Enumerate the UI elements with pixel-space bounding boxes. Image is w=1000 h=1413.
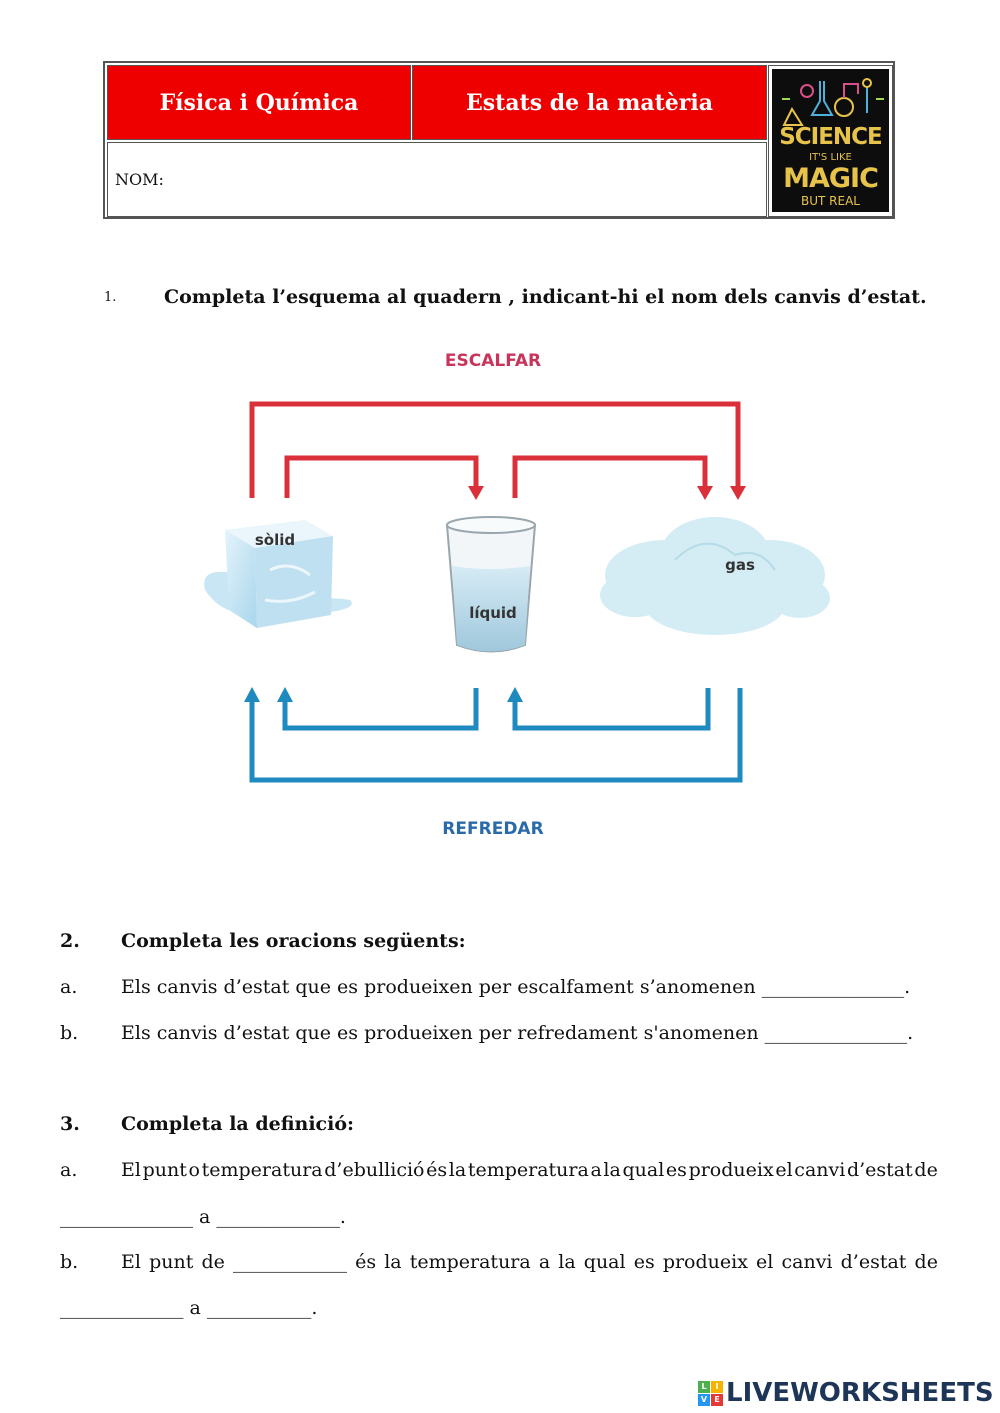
heat-label: ESCALFAR <box>444 351 542 371</box>
question-1-number: 1. <box>104 290 117 305</box>
arrowhead-down-icon <box>468 486 484 500</box>
word: o <box>188 1159 200 1181</box>
gas-cloud-icon <box>600 517 830 635</box>
word: la <box>603 1159 621 1181</box>
header-table <box>103 61 895 219</box>
word: ____________ <box>232 1251 347 1273</box>
item-label: a. <box>60 976 78 998</box>
word: canvi <box>794 1159 846 1181</box>
word: el <box>775 1159 793 1181</box>
word: d’estat <box>840 1251 907 1273</box>
name-cell[interactable] <box>107 142 767 217</box>
question-3-title: Completa la definició: <box>121 1113 355 1135</box>
liveworksheets-logo-icon <box>698 1381 723 1406</box>
item-text-cont: ______________ a _____________. <box>60 1206 346 1228</box>
word: El <box>121 1251 141 1273</box>
word: d’ebullició <box>324 1159 425 1181</box>
item-text-cont: _____________ a ___________. <box>60 1297 318 1319</box>
word: la <box>558 1251 576 1273</box>
condensation-arrow <box>515 688 708 728</box>
states-of-matter-diagram <box>195 340 845 850</box>
item-text <box>121 1159 938 1181</box>
topic-title: Estats de la matèria <box>466 89 713 116</box>
item-label: a. <box>60 1159 78 1181</box>
word: es <box>665 1159 687 1181</box>
heating-arrows <box>252 404 738 498</box>
brand-name: LIVEWORKSHEETS <box>726 1378 994 1408</box>
science-logo <box>772 69 889 212</box>
word: és <box>426 1159 448 1181</box>
logo-letter: V <box>698 1394 710 1406</box>
arrowhead-down-icon <box>697 486 713 500</box>
logo-letter: E <box>711 1394 723 1406</box>
name-label: NOM: <box>115 170 164 189</box>
arrowhead-up-icon <box>244 687 260 702</box>
deposition-arrow <box>252 688 740 780</box>
word: de <box>201 1251 225 1273</box>
logo-cell <box>768 65 893 217</box>
sublimation-arrow <box>252 404 738 498</box>
word: de <box>914 1251 938 1273</box>
arrowhead-up-icon <box>277 687 293 702</box>
word: temperatura <box>201 1159 323 1181</box>
word: el <box>756 1251 774 1273</box>
melting-arrow <box>287 458 476 498</box>
word: de <box>914 1159 938 1181</box>
solid-label: sòlid <box>254 531 296 549</box>
item-label: b. <box>60 1022 79 1044</box>
logo-letter: L <box>698 1381 710 1393</box>
word: és <box>355 1251 377 1273</box>
liveworksheets-brand <box>698 1378 994 1408</box>
word: la <box>384 1251 402 1273</box>
logo-letter: I <box>711 1381 723 1393</box>
glass-of-water-icon <box>447 517 535 652</box>
word: la <box>448 1159 467 1181</box>
word: canvi <box>781 1251 833 1273</box>
word: temperatura <box>409 1251 531 1273</box>
question-2-number: 2. <box>60 930 80 952</box>
word: El <box>121 1159 141 1181</box>
item-text: Els canvis d’estat que es produeixen per escalfament s’anomenen _______________. <box>121 976 911 998</box>
word: a <box>590 1159 602 1181</box>
word: punt <box>149 1251 194 1273</box>
item-text <box>121 1251 938 1273</box>
word: qual <box>583 1251 626 1273</box>
question-3-number: 3. <box>60 1113 80 1135</box>
word: punt <box>142 1159 187 1181</box>
word: produeix <box>662 1251 748 1273</box>
logo-science: SCIENCE <box>779 124 882 150</box>
word: es <box>633 1251 655 1273</box>
word: a <box>538 1251 551 1273</box>
subject-cell <box>107 65 411 140</box>
cool-label: REFREDAR <box>442 819 544 839</box>
logo-its-like: IT'S LIKE <box>809 152 852 163</box>
solidification-arrow <box>285 688 476 728</box>
word: qual <box>622 1159 665 1181</box>
liquid-label: líquid <box>469 604 517 622</box>
item-text: Els canvis d’estat que es produeixen per refredament s'anomenen _______________. <box>121 1022 914 1044</box>
question-1-text: Completa l’esquema al quadern , indicant-hi el nom dels canvis d’estat. <box>164 286 927 308</box>
item-label: b. <box>60 1251 79 1273</box>
gas-label: gas <box>725 556 755 574</box>
arrowhead-up-icon <box>507 687 523 702</box>
subject-title: Física i Química <box>159 89 359 116</box>
vaporization-arrow <box>515 458 705 498</box>
topic-cell <box>412 65 767 140</box>
arrowhead-down-icon <box>730 486 746 500</box>
cooling-arrows <box>252 688 740 780</box>
word: temperatura <box>467 1159 589 1181</box>
question-2-title: Completa les oracions següents: <box>121 930 466 952</box>
word: d’estat <box>846 1159 913 1181</box>
logo-magic: MAGIC <box>783 163 878 194</box>
logo-but-real: BUT REAL <box>801 194 860 208</box>
word: produeix <box>688 1159 774 1181</box>
